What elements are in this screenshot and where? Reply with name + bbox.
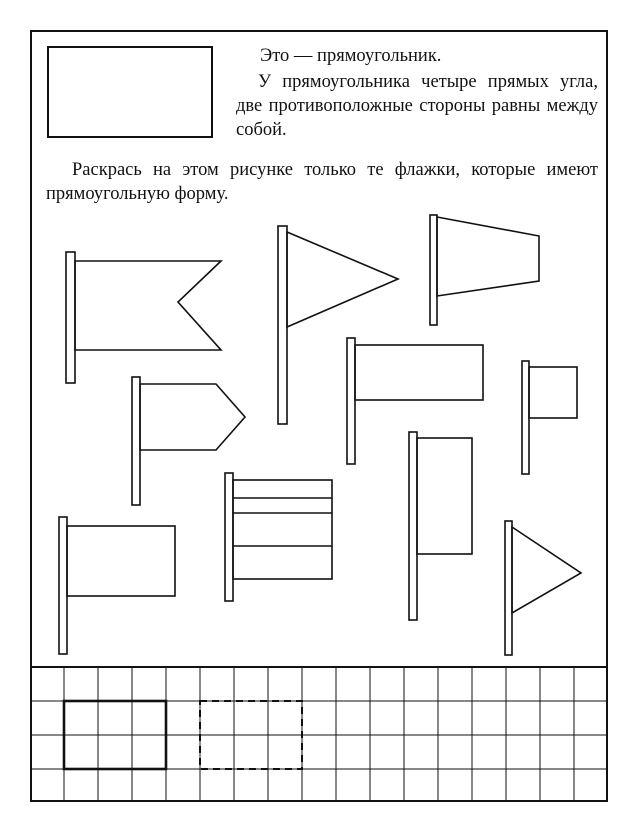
rectangle-definition: У прямоугольника четыре прямых угла, две противоположные стороны равны между собой.	[236, 72, 598, 140]
intro-title: Это — прямоугольник.	[260, 46, 442, 66]
flag-rectangle-2[interactable]	[522, 361, 577, 474]
flag-pentagon-arrow[interactable]	[132, 377, 245, 505]
flag-striped-rectangle[interactable]	[225, 473, 332, 601]
grid-paper	[30, 667, 608, 802]
flag-rectangle-4[interactable]	[59, 517, 175, 654]
flag-triangle-2[interactable]	[505, 521, 581, 655]
flag-triangle-1[interactable]	[278, 226, 398, 424]
flag-rectangle-3[interactable]	[409, 432, 472, 620]
flag-trapezoid[interactable]	[430, 215, 539, 325]
flag-rectangle-1[interactable]	[347, 338, 483, 464]
task-instruction: Раскрась на этом рисунке только те флажки, которые имеют прямоугольную форму.	[46, 160, 598, 204]
flag-swallowtail[interactable]	[66, 252, 221, 383]
